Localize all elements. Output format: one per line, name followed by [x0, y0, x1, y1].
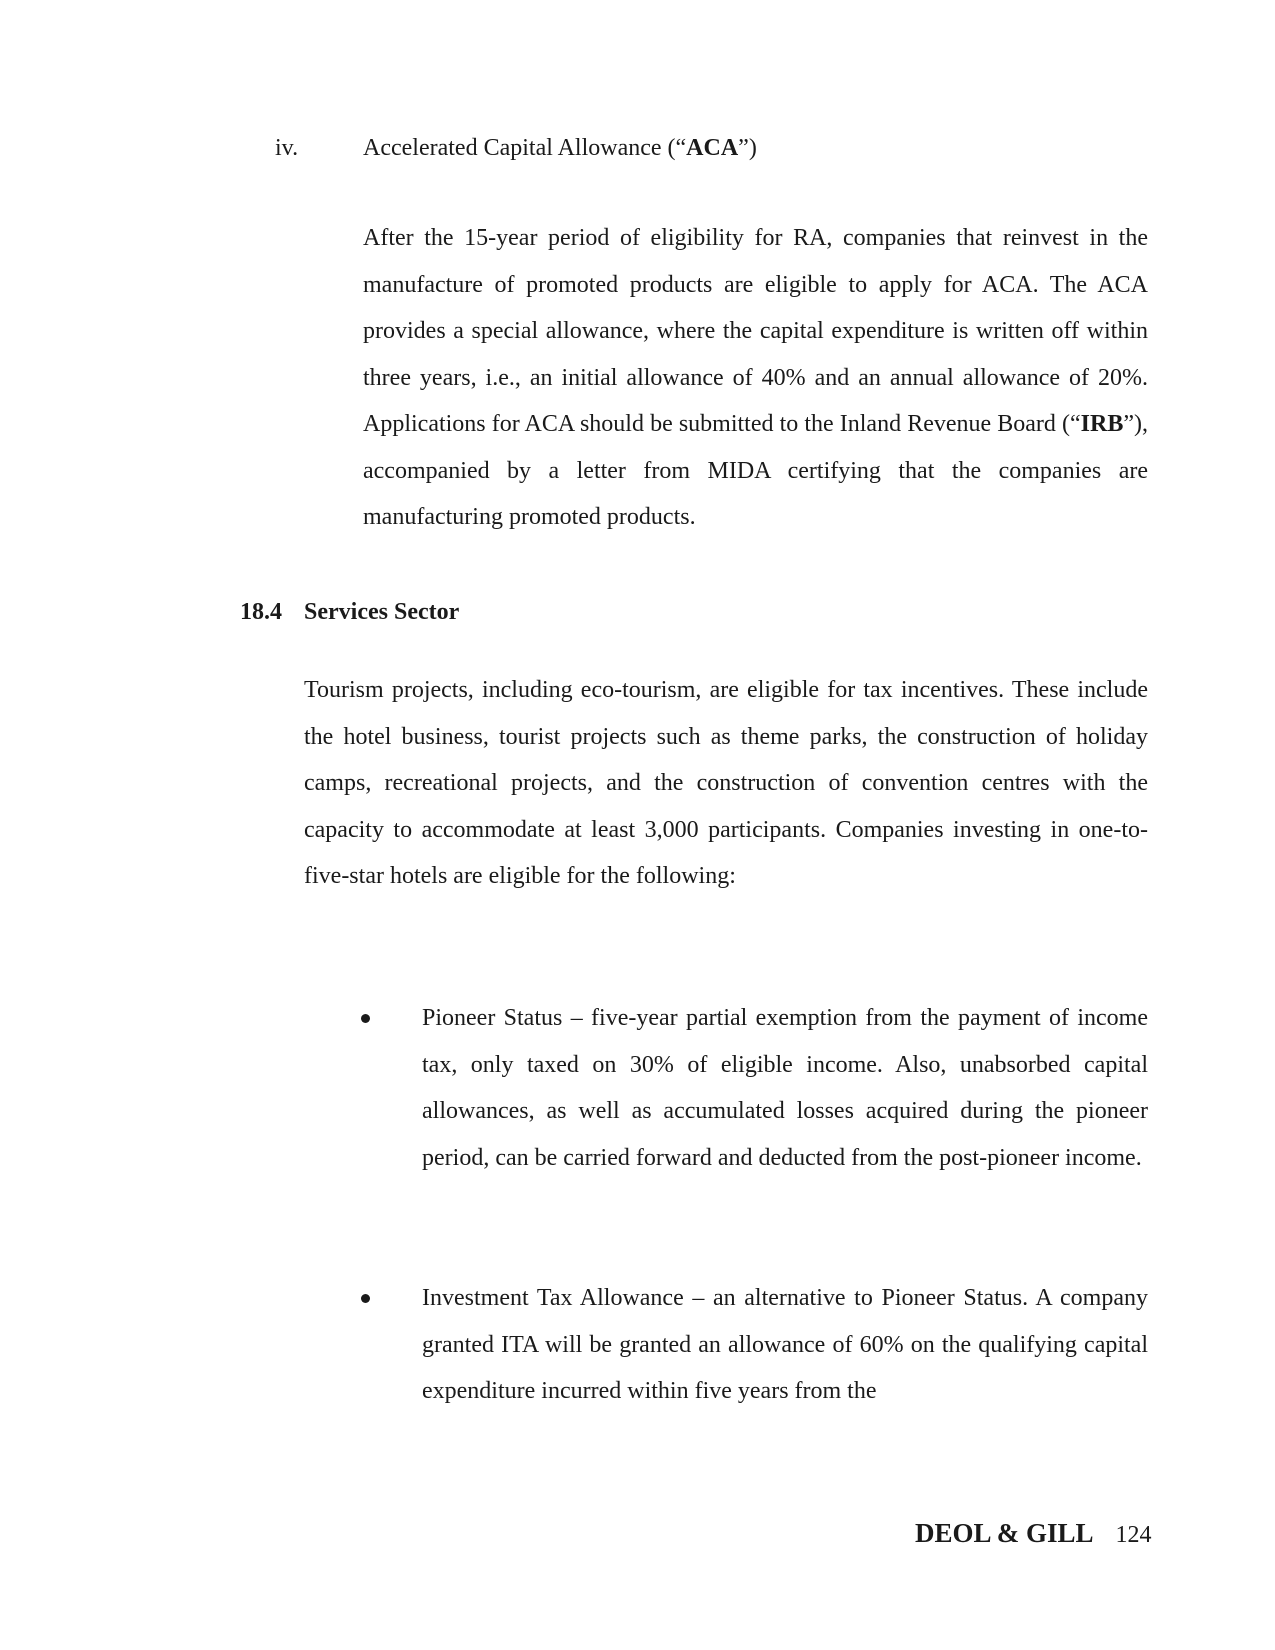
aca-paragraph-bold: IRB [1080, 411, 1124, 437]
tourism-paragraph: Tourism projects, including eco-tourism, are eligible for tax incentives. These include the hotel business, tourist projects such as theme parks, the construction of holiday camps, recreational projects, and the construction of convention centres with the capacity to accommodate at least 3,000 participants. Companies investing in one-to-five-star hotels are eligible for the following: [304, 677, 1148, 889]
page-number: 124 [1115, 1522, 1152, 1548]
item-title [363, 128, 757, 168]
item-numeral: iv. [275, 135, 299, 161]
item-title-suffix: ”) [738, 135, 757, 161]
aca-paragraph-part2: ”), accompanied by a letter from MIDA certifying that the companies are manufacturing promoted products. [363, 411, 1148, 530]
section-number: 18.4 [240, 599, 282, 625]
list-item-text: Investment Tax Allowance – an alternative to Pioneer Status. A company granted ITA will be granted an allowance of 60% on the qualifying capital expenditure incurred within five years from the [422, 1285, 1148, 1404]
item-heading [0, 128, 1275, 168]
bullet-icon [361, 1014, 370, 1023]
page-footer [915, 1515, 1152, 1551]
aca-paragraph [363, 215, 1148, 541]
list-item-text: Pioneer Status – five-year partial exemption from the payment of income tax, only taxed on 30% of eligible income. Also, unabsorbed capital allowances, as well as accumulated losses acquired during the pioneer period, can be carried forward and deducted from the post-pioneer income. [422, 1005, 1148, 1171]
item-title-bold: ACA [686, 135, 739, 161]
section-heading [240, 592, 459, 632]
bullet-icon [361, 1294, 370, 1303]
footer-firm-name: DEOL & GILL [915, 1518, 1094, 1548]
aca-paragraph-part1: After the 15-year period of eligibility for RA, companies that reinvest in the manufacture of promoted products are eligible to apply for ACA. The ACA provides a special allowance, where the capital expenditure is written off within three years, i.e., an initial allowance of 40% and an annual allowance of 20%. Applications for ACA should be submitted to the Inland Revenue Board (“ [363, 225, 1148, 437]
section-title: Services Sector [304, 599, 460, 625]
item-title-prefix: Accelerated Capital Allowance (“ [363, 135, 687, 161]
